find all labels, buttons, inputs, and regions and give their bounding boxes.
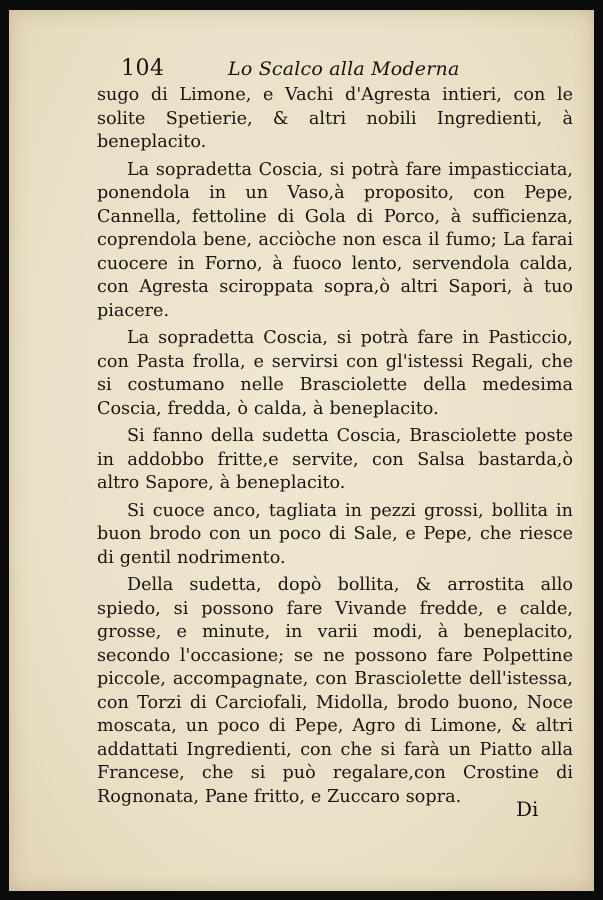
paragraph: Si cuoce anco, tagliata in pezzi grossi, bollita in buon brodo con un poco di Sale, e Pepe, che riesce di gentil nodrimento. [97,500,573,568]
catchword: Di [516,797,539,821]
paragraph: La sopradetta Coscia, si potrà fare in Pasticcio, con Pasta frolla, e servirsi con gl'istessi Regali, che si costumano nelle Brasciolette della medesima Coscia, fredda, ò calda, à beneplacito. [97,328,573,419]
paragraph: Della sudetta, dopò bollita, & arrostita allo spiedo, si possono fare Vivande fredde, e calde, grosse, e minute, in varii modi, à beneplacito, secondo l'occasione; se ne possono fare Polpettine piccole, accompagnate, con Brasciolette dell'istessa, con Torzi di Carciofali, Midolla, brodo buono, Noce moscata, un poco di Pepe, Agro di Limone, & altri addattati Ingredienti, con che si farà un Piatto alla Francese, che si può regalare,con Crostine di Rognonata, Pane fritto, e Zuccaro sopra. [97,575,573,807]
book-page [9,10,594,891]
paragraph: Si fanno della sudetta Coscia, Brasciolette poste in addobbo fritte,e servite, con Salsa bastarda,ò altro Sapore, à beneplacito. [97,426,573,493]
page-number: 104 [121,56,165,81]
running-title: Lo Scalco alla Moderna [228,58,460,80]
paragraph: La sopradetta Coscia, si potrà fare impasticciata, ponendola in un Vaso,à proposito, con Pepe, Cannella, fettoline di Gola di Porco, à sufficienza, coprendola bene, acciòche non esca il fumo; La farai cuocere in Forno, à fuoco lento, servendola calda, con Agresta sciroppata sopra,ò altri Sapori, à tuo piacere. [97,159,573,321]
page-header [9,56,594,86]
paragraph: sugo di Limone, e Vachi d'Agresta intieri, con le solite Spetierie, & altri nobili Ingredienti, à beneplacito. [97,85,573,152]
page-body-text [97,84,573,813]
